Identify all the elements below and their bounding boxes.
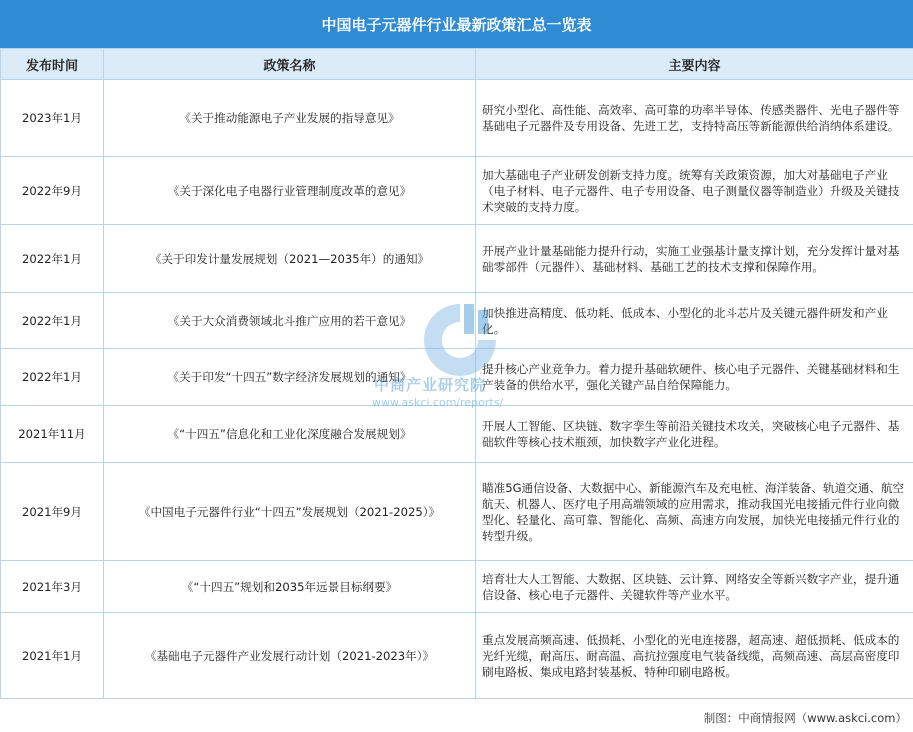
table-row — [1, 225, 913, 293]
cell-date: 2021年11月 — [1, 406, 104, 463]
cell-policy-name: 《“十四五”信息化和工业化深度融合发展规划》 — [104, 406, 476, 463]
table-row — [1, 406, 913, 463]
table-row — [1, 157, 913, 225]
cell-policy-name: 《关于印发“十四五”数字经济发展规划的通知》 — [104, 349, 476, 406]
header-row — [1, 49, 913, 80]
policy-table — [0, 48, 913, 699]
cell-content: 重点发展高频高速、低损耗、小型化的光电连接器，超高速、超低损耗、低成本的光纤光缆，耐高压、耐高温、高抗拉强度电气装备线缆，高频高速、高层高密度印刷电路板、集成电路封装基板、特种印刷电路板。 — [476, 613, 913, 699]
table-row — [1, 349, 913, 406]
table-row — [1, 463, 913, 561]
cell-policy-name: 《关于印发计量发展规划（2021—2035年）的通知》 — [104, 225, 476, 293]
cell-content: 开展人工智能、区块链、数字孪生等前沿关键技术攻关，突破核心电子元器件、基础软件等核心技术瓶颈，加快数字产业化进程。 — [476, 406, 913, 463]
cell-policy-name: 《关于深化电子电器行业管理制度改革的意见》 — [104, 157, 476, 225]
table-row — [1, 80, 913, 157]
cell-policy-name: 《关于大众消费领域北斗推广应用的若干意见》 — [104, 293, 476, 349]
watermark-text: 中商产业研究院 — [374, 376, 487, 394]
cell-policy-name: 《中国电子元器件行业“十四五”发展规划（2021-2025）》 — [104, 463, 476, 561]
table-row — [1, 561, 913, 613]
cell-policy-name: 《基础电子元器件产业发展行动计划（2021-2023年）》 — [104, 613, 476, 699]
cell-content: 加快推进高精度、低功耗、低成本、小型化的北斗芯片及关键元器件研发和产业化。 — [476, 293, 913, 349]
cell-date: 2022年1月 — [1, 349, 104, 406]
table-title: 中国电子元器件行业最新政策汇总一览表 — [0, 0, 913, 48]
cell-policy-name: 《“十四五”规划和2035年远景目标纲要》 — [104, 561, 476, 613]
table-row — [1, 613, 913, 699]
cell-date: 2022年1月 — [1, 225, 104, 293]
cell-content: 加大基础电子产业研发创新支持力度。统筹有关政策资源，加大对基础电子产业（电子材料、电子元器件、电子专用设备、电子测量仪器等制造业）升级及关键技术突破的支持力度。 — [476, 157, 913, 225]
header-content: 主要内容 — [476, 49, 913, 80]
cell-date: 2023年1月 — [1, 80, 104, 157]
cell-policy-name: 《关于推动能源电子产业发展的指导意见》 — [104, 80, 476, 157]
footer-source: 制图：中商情报网（www.askci.com） — [703, 711, 907, 725]
cell-date: 2021年9月 — [1, 463, 104, 561]
cell-content: 培育壮大人工智能、大数据、区块链、云计算、网络安全等新兴数字产业，提升通信设备、核心电子元器件、关键软件等产业水平。 — [476, 561, 913, 613]
cell-date: 2021年3月 — [1, 561, 104, 613]
cell-date: 2022年9月 — [1, 157, 104, 225]
cell-content: 提升核心产业竞争力。着力提升基础软硬件、核心电子元器件、关键基础材料和生产装备的供给水平，强化关键产品自给保障能力。 — [476, 349, 913, 406]
cell-content: 瞄准5G通信设备、大数据中心、新能源汽车及充电桩、海洋装备、轨道交通、航空航天、机器人、医疗电子用高端领域的应用需求，推动我国光电接插元件行业向微型化、轻量化、高可靠、智能化、高频、高速方向发展，加快光电接插元件行业的转型升级。 — [476, 463, 913, 561]
cell-content: 研究小型化、高性能、高效率、高可靠的功率半导体、传感类器件、光电子器件等基础电子元器件及专用设备、先进工艺，支持特高压等新能源供给消纳体系建设。 — [476, 80, 913, 157]
table-row — [1, 293, 913, 349]
cell-content: 开展产业计量基础能力提升行动，实施工业强基计量支撑计划，充分发挥计量对基础零部件（元器件）、基础材料、基础工艺的技术支撑和保障作用。 — [476, 225, 913, 293]
watermark-url: www.askci.com/reports/ — [372, 396, 504, 409]
cell-date: 2021年1月 — [1, 613, 104, 699]
header-policy-name: 政策名称 — [104, 49, 476, 80]
header-date: 发布时间 — [1, 49, 104, 80]
cell-date: 2022年1月 — [1, 293, 104, 349]
